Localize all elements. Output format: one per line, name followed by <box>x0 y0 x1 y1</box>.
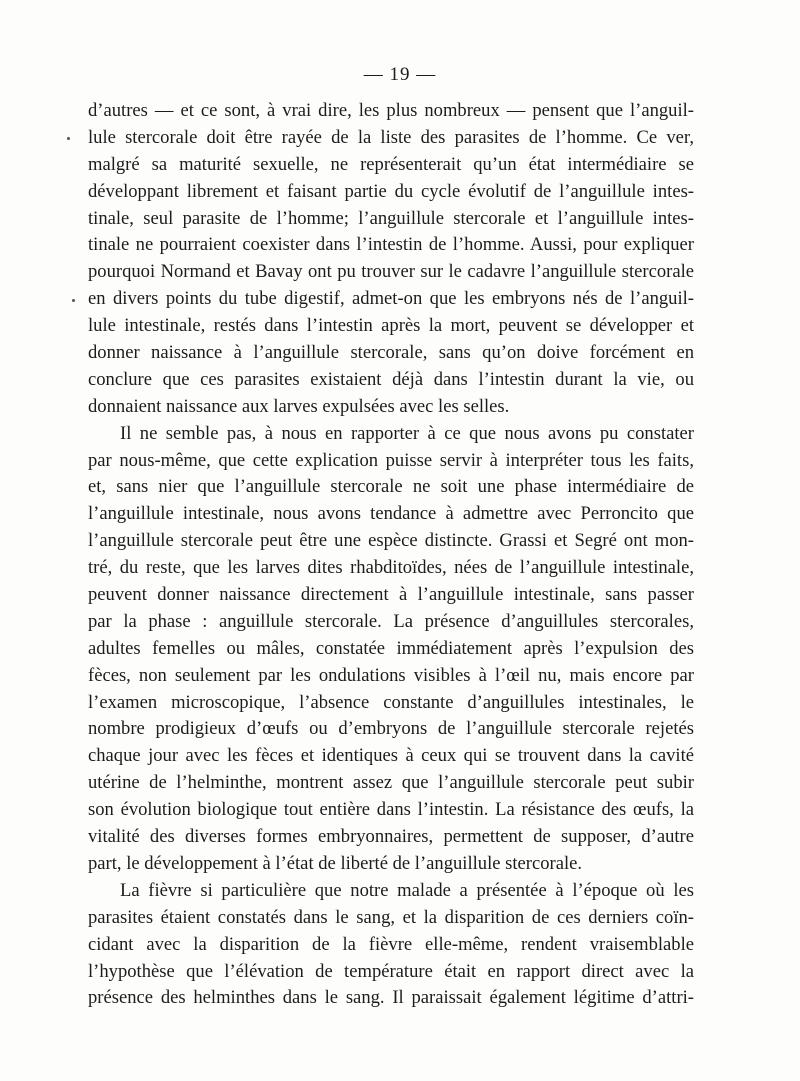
text-line: malgré sa maturité sexuelle, ne représenterait qu’un état intermédiaire se <box>88 153 694 175</box>
text-line: l’anguillule intestinale, nous avons tendance à admettre avec Perroncito que <box>88 503 694 525</box>
text-line: vitalité des diverses formes embryonnaires, permettent de supposer, d’autre <box>88 826 694 848</box>
text-line: en divers points du tube digestif, admet-on que les embryons nés de l’anguil- <box>88 288 694 310</box>
page-number: — 19 — <box>363 64 437 85</box>
text-line: et, sans nier que l’anguillule stercorale ne soit une phase intermédiaire de <box>88 476 694 498</box>
text-line: donner naissance à l’anguillule stercorale, sans qu’on doive forcément en <box>88 342 694 364</box>
text-line: utérine de l’helminthe, montrent assez que l’anguillule stercorale peut subir <box>88 772 694 794</box>
text-line: adultes femelles ou mâles, constatée immédiatement après l’expulsion des <box>88 637 694 659</box>
text-line: tinale ne pourraient coexister dans l’intestin de l’homme. Aussi, pour expliquer <box>88 234 694 256</box>
body-text <box>88 98 694 1012</box>
text-line: lule stercorale doit être rayée de la liste des parasites de l’homme. Ce ver, <box>88 126 694 148</box>
text-line: chaque jour avec les fèces et identiques à ceux qui se trouvent dans la cavité <box>88 745 694 767</box>
text-line: cidant avec la disparition de la fièvre elle-même, rendent vraisemblable <box>88 933 694 955</box>
text-line: par la phase : anguillule stercorale. La présence d’anguillules stercorales, <box>88 610 694 632</box>
text-line: tinale, seul parasite de l’homme; l’anguillule stercorale et l’anguillule intes- <box>88 207 694 229</box>
text-line: fèces, non seulement par les ondulations visibles à l’œil nu, mais encore par <box>88 664 694 686</box>
margin-speck <box>72 299 75 302</box>
text-line: conclure que ces parasites existaient déjà dans l’intestin durant la vie, ou <box>88 368 694 390</box>
text-line: nombre prodigieux d’œufs ou d’embryons de l’anguillule stercorale rejetés <box>88 718 694 740</box>
text-line: son évolution biologique tout entière dans l’intestin. La résistance des œufs, la <box>88 799 694 821</box>
text-line: présence des helminthes dans le sang. Il paraissait également légitime d’attri- <box>88 987 694 1009</box>
text-line: l’anguillule stercorale peut être une espèce distincte. Grassi et Segré ont mon- <box>88 530 694 552</box>
paragraph-end-line: part, le développement à l’état de liberté de l’anguillule stercorale. <box>88 852 583 874</box>
text-line: lule intestinale, restés dans l’intestin après la mort, peuvent se développer et <box>88 315 694 337</box>
margin-speck <box>67 137 70 140</box>
text-line: l’hypothèse que l’élévation de température était en rapport direct avec la <box>88 960 694 982</box>
text-line: peuvent donner naissance directement à l’anguillule intestinale, sans passer <box>88 584 694 606</box>
text-line: d’autres — et ce sont, à vrai dire, les plus nombreux — pensent que l’anguil- <box>88 100 694 121</box>
paragraph-start-line: La fièvre si particulière que notre malade a présentée à l’époque où les <box>120 879 694 901</box>
paragraph-end-line: donnaient naissance aux larves expulsées avec les selles. <box>88 395 510 417</box>
text-line: par nous-même, que cette explication puisse servir à interpréter tous les faits, <box>88 449 694 471</box>
text-line: l’examen microscopique, l’absence constante d’anguillules intestinales, le <box>88 691 694 713</box>
text-line: tré, du reste, que les larves dites rhabditoïdes, nées de l’anguillule intestinale, <box>88 557 694 579</box>
text-line: parasites étaient constatés dans le sang, et la disparition de ces derniers coïn- <box>88 906 694 928</box>
paragraph-start-line: Il ne semble pas, à nous en rapporter à ce que nous avons pu constater <box>120 422 694 444</box>
text-line: pourquoi Normand et Bavay ont pu trouver sur le cadavre l’anguillule stercorale <box>88 261 694 283</box>
text-line: développant librement et faisant partie du cycle évolutif de l’anguillule intes- <box>88 180 694 202</box>
